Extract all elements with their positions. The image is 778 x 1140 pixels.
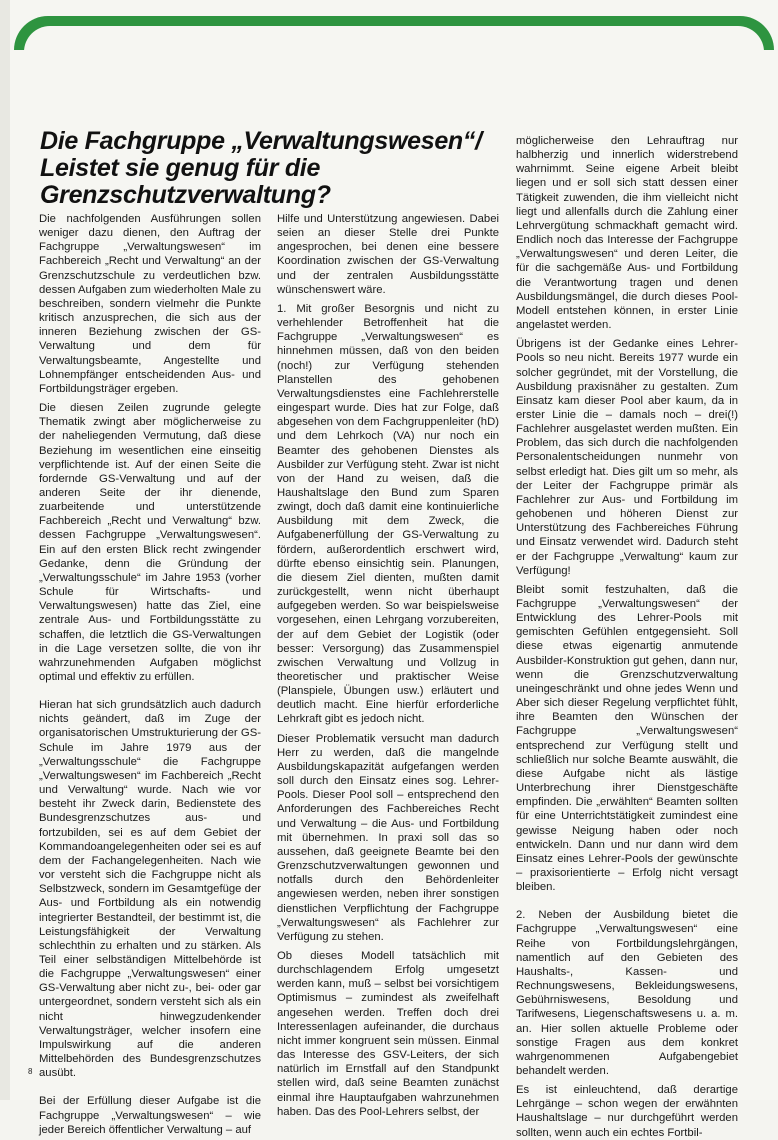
paragraph: Hieran hat sich grundsätzlich auch dadurch nichts geändert, daß im Zuge der organisatorischen Umstrukturierung der GS-Schule im Jahre 1979 aus der „Verwaltungsschule“ die Fachgruppe „Verwaltungswesen“ im Fachbereich „Recht und Verwaltung“ wurde. Nach wie vor besteht ihr Zweck darin, Bedienstete des Bundesgrenzschutzes aus- und fortzubilden, sei es auf dem Gebiet der Kommandoangelegenheiten oder sei es auf dem der Fachangelegenheiten. Nach wie vor versteht sich die Fachgruppe nicht als Selbstzweck, sondern im Gesamtgefüge der Aus- und Fortbildung als ein notwendig integrierter Bestandteil, der bestimmt ist, die Leistungsfähigkeit der Verwaltung schlechthin zu erhalten und zu stärken. Als Teil einer selbständigen Mittelbehörde ist die Fachgruppe „Verwaltungswesen“ einer GS-Verwaltung aber nicht zu-, bei- oder gar untergeordnet, sondern versteht sich als ein nicht hinwegzudenkender Verwaltungsträger, welcher insofern eine Impulswirkung auf die anderen Mittelbehörden des Bundesgrenzschutzes ausübt. bbox=[39, 699, 261, 1080]
title-line: Grenzschutzverwaltung? bbox=[40, 181, 331, 209]
article-title bbox=[40, 128, 500, 209]
text-column-1 bbox=[39, 212, 261, 1136]
paragraph: Die nachfolgenden Ausführungen sollen weniger dazu dienen, den Auftrag der Fachgruppe „Verwaltungswesen“ im Fachbereich „Recht und Verwaltung“ an der Grenzschutzschule zu verdeutlichen bzw. dessen Aufgaben zum wiederholten Male zu beschreiben, sondern vielmehr die Punkte kritisch anzusprechen, die sich aus der inneren Beziehung zwischen der GS-Verwaltung und dem für Verwaltungsbeamte, Angestellte und Lohnempfänger entscheidenden Aus- und Fortbildungsträger ergeben. bbox=[39, 213, 261, 395]
paragraph: Bleibt somit festzuhalten, daß die Fachgruppe „Verwaltungswesen“ der Entwicklung des Lehrer-Pools mit gemischten Gefühlen entgegensieht. Soll diese etwas eigenartig anmutende Ausbilder-Konstruktion gut gehen, dann nur, wenn die Grenzschutzverwaltung uneingeschränkt und ohne jedes Wenn und Aber sich dieser Regelung verpflichtet fühlt, ihre Beamten den Wünschen der Fachgruppe „Verwaltungswesen“ entsprechend zur Verfügung stellt und schließlich nur solche Beamte auswählt, die diese Aufgabe nicht als lästige Unterbrechung ihrer Dienstgeschäfte empfinden. Die „erwählten“ Beamten sollten für eine Unterrichtstätigkeit zumindest eine gewisse Neigung haben oder noch entwickeln. Dann und nur dann wird dem Einsatz eines Lehrer-Pools der gewünschte – praxisorientierte – Erfolg nicht versagt bleiben. bbox=[516, 583, 738, 894]
paragraph: 2. Neben der Ausbildung bietet die Fachgruppe „Verwaltungswesen“ eine Reihe von Fortbildungslehrgängen, namentlich auf den Gebieten des Haushalts-, Kassen- und Rechnungswesens, Bekleidungswesens, Gebührniswesens, Besoldung und Tarifwesens, Liegenschaftswesens u. a. m. an. Hier sollen aktuelle Probleme oder sonstige Fragen aus dem konkret wahrgenommenen Aufgabengebiet behandelt werden. bbox=[516, 909, 738, 1077]
paragraph: Ob dieses Modell tatsächlich mit durchschlagendem Erfolg umgesetzt werden kann, muß – selbst bei vorsichtigem Optimismus – zumindest als zweifelhaft angesehen werden. Treffen doch drei Interessenlagen aufeinander, die durchaus nicht immer kongruent sein müssen. Einmal das Interesse des GSV-Leiters, der sich natürlich im Ernstfall auf den Standpunkt stellen wird, daß seine Beamten zunächst einmal ihre Hauptaufgaben wahrzunehmen haben. Das des Pool-Lehrers selbst, der bbox=[277, 949, 499, 1118]
paragraph: Die diesen Zeilen zugrunde gelegte Thematik zwingt aber möglicherweise zu der naheliegenden Vermutung, daß diese Beziehung im wesentlichen eine einseitig verpflichtende ist. Auf der einen Seite die fordernde GS-Verwaltung und auf der anderen Seite der ihr dienende, zuarbeitende und unterstützende Fachbereich „Recht und Verwaltung“ bzw. dessen Fachgruppe „Verwaltungswesen“. Ein auf den ersten Blick recht zwingender Gedanke, denn die Gründung der „Verwaltungsschule“ im Jahre 1953 (vorher Schule für Wirtschafts- und Verwaltungswesen) hatte das Ziel, eine zentrale Aus- und Fortbildungsstätte zu schaffen, die letztlich die GS-Verwaltungen in die Lage versetzen sollte, die von ihr wahrzunehmenden Aufgaben möglichst optimal und effektiv zu erfüllen. bbox=[39, 402, 261, 683]
title-line: Die Fachgruppe „Verwaltungswesen“/ bbox=[40, 127, 482, 155]
paragraph: 1. Mit großer Besorgnis und nicht zu verhehlender Betroffenheit hat die Fachgruppe „Verwaltungswesen“ es hinnehmen müssen, daß von den beiden (noch!) zur Verfügung stehenden Planstellen des gehobenen Verwaltungsdienstes eine Fachlehrerstelle eingespart wurde. Dies hat zur Folge, daß abgesehen von dem Fachgruppenleiter (hD) und dem Lehrkoch (VA) nur noch ein Beamter des gehobenen Dienstes als Ausbilder zur Verfügung steht. Zwar ist nicht von der Hand zu weisen, daß die Haushaltslage den Bund zum Sparen zwingt, doch daß damit eine kontinuierliche Ausbildung mit dem Zweck, die Aufgabenerfüllung der GS-Verwaltung zu fördern, außerordentlich erschwert wird, dürfte ebenso einsichtig sein. Planungen, die diesem Ziel dienten, mußten damit zurückgestellt, wenn nicht überhaupt aufgegeben werden. So war beispielsweise vorgesehen, einen Lehrgang vorzubereiten, der auf dem Gebiet der Logistik (oder besser: Versorgung) das Zusammenspiel zwischen Verwaltung und Vollzug in theoretischer und praktischer Weise (Planspiele, Übungen usw.) erläutert und deutlich macht. Eine hierfür erforderliche Lehrkraft gibt es jedoch nicht. bbox=[277, 302, 499, 726]
paragraph: Übrigens ist der Gedanke eines Lehrer-Pools so neu nicht. Bereits 1977 wurde ein solcher gegründet, mit der Vorstellung, die Ausbildung praxisnäher zu gestalten. Zum Einsatz kam dieser Pool aber kaum, da in erster Linie die – damals noch – drei(!) Fachlehrer ausgelastet werden mußten. Ein Problem, das sich durch die nachfolgenden Personalentscheidungen nunmehr von selbst erledigt hat. Dies gilt um so mehr, als der Leiter der Fachgruppe primär als Fachlehrer zur Aus- und Fortbildung im gehobenen und höheren Dienst zur Unterstützung des Fachbereiches Führung und Einsatz verwendet wird. Dadurch steht er der Fachgruppe „Verwaltung“ kaum zur Verfügung! bbox=[516, 338, 738, 577]
paragraph: Hilfe und Unterstützung angewiesen. Dabei seien an dieser Stelle drei Punkte angesprochen, bei denen eine bessere Koordination zwischen der GS-Verwaltung und der zentralen Ausbildungsstätte wünschenswert wäre. bbox=[277, 213, 499, 296]
title-line: Leistet sie genug für die bbox=[40, 154, 321, 182]
text-column-2 bbox=[277, 212, 499, 1118]
paragraph: Bei der Erfüllung dieser Aufgabe ist die Fachgruppe „Verwaltungswesen“ – wie jeder Bereich öffentlicher Verwaltung – auf bbox=[39, 1095, 261, 1136]
text-column-3 bbox=[516, 134, 738, 1139]
paragraph: Es ist einleuchtend, daß derartige Lehrgänge – schon wegen der erwähnten Haushaltslage – nur durchgeführt werden sollten, wenn auch ein echtes Fortbil- bbox=[516, 1084, 738, 1139]
paragraph: Dieser Problematik versucht man dadurch Herr zu werden, daß die mangelnde Ausbildungskapazität aufgefangen werden soll durch den Einsatz eines sog. Lehrer-Pools. Dieser Pool soll – entsprechend den Anforderungen des Fachbereiches Recht und Verwaltung – die Aus- und Fortbildung mit übernehmen. In praxi soll das so aussehen, daß geeignete Beamte bei den Grenzschutzverwaltungen gewonnen und notfalls durch den Behördenleiter angewiesen werden, neben ihrer sonstigen dienstlichen Verpflichtung der Fachgruppe „Verwaltungswesen“ als Fachlehrer zur Verfügung zu stehen. bbox=[277, 732, 499, 943]
page-edge bbox=[0, 0, 10, 1100]
page-number: 8 bbox=[28, 1067, 33, 1076]
paragraph: möglicherweise den Lehrauftrag nur halbherzig und innerlich widerstrebend wahrnimmt. Seine eigene Arbeit bleibt liegen und er soll sich statt dessen einer Tätigkeit zuwenden, die ihm vielleicht nicht liegt und allenfalls durch die Zahlung einer Lehrvergütung schmackhaft gemacht wird. Endlich noch das Interesse der Fachgruppe „Verwaltungswesen“ und deren Leiter, die für die sachgemäße Aus- und Fortbildung die Verantwortung tragen und denen Ausbildungsmängel, die durch dieses Pool-Modell entstehen können, in erster Linie angelastet werden. bbox=[516, 135, 738, 332]
header-band-inner bbox=[24, 26, 764, 66]
